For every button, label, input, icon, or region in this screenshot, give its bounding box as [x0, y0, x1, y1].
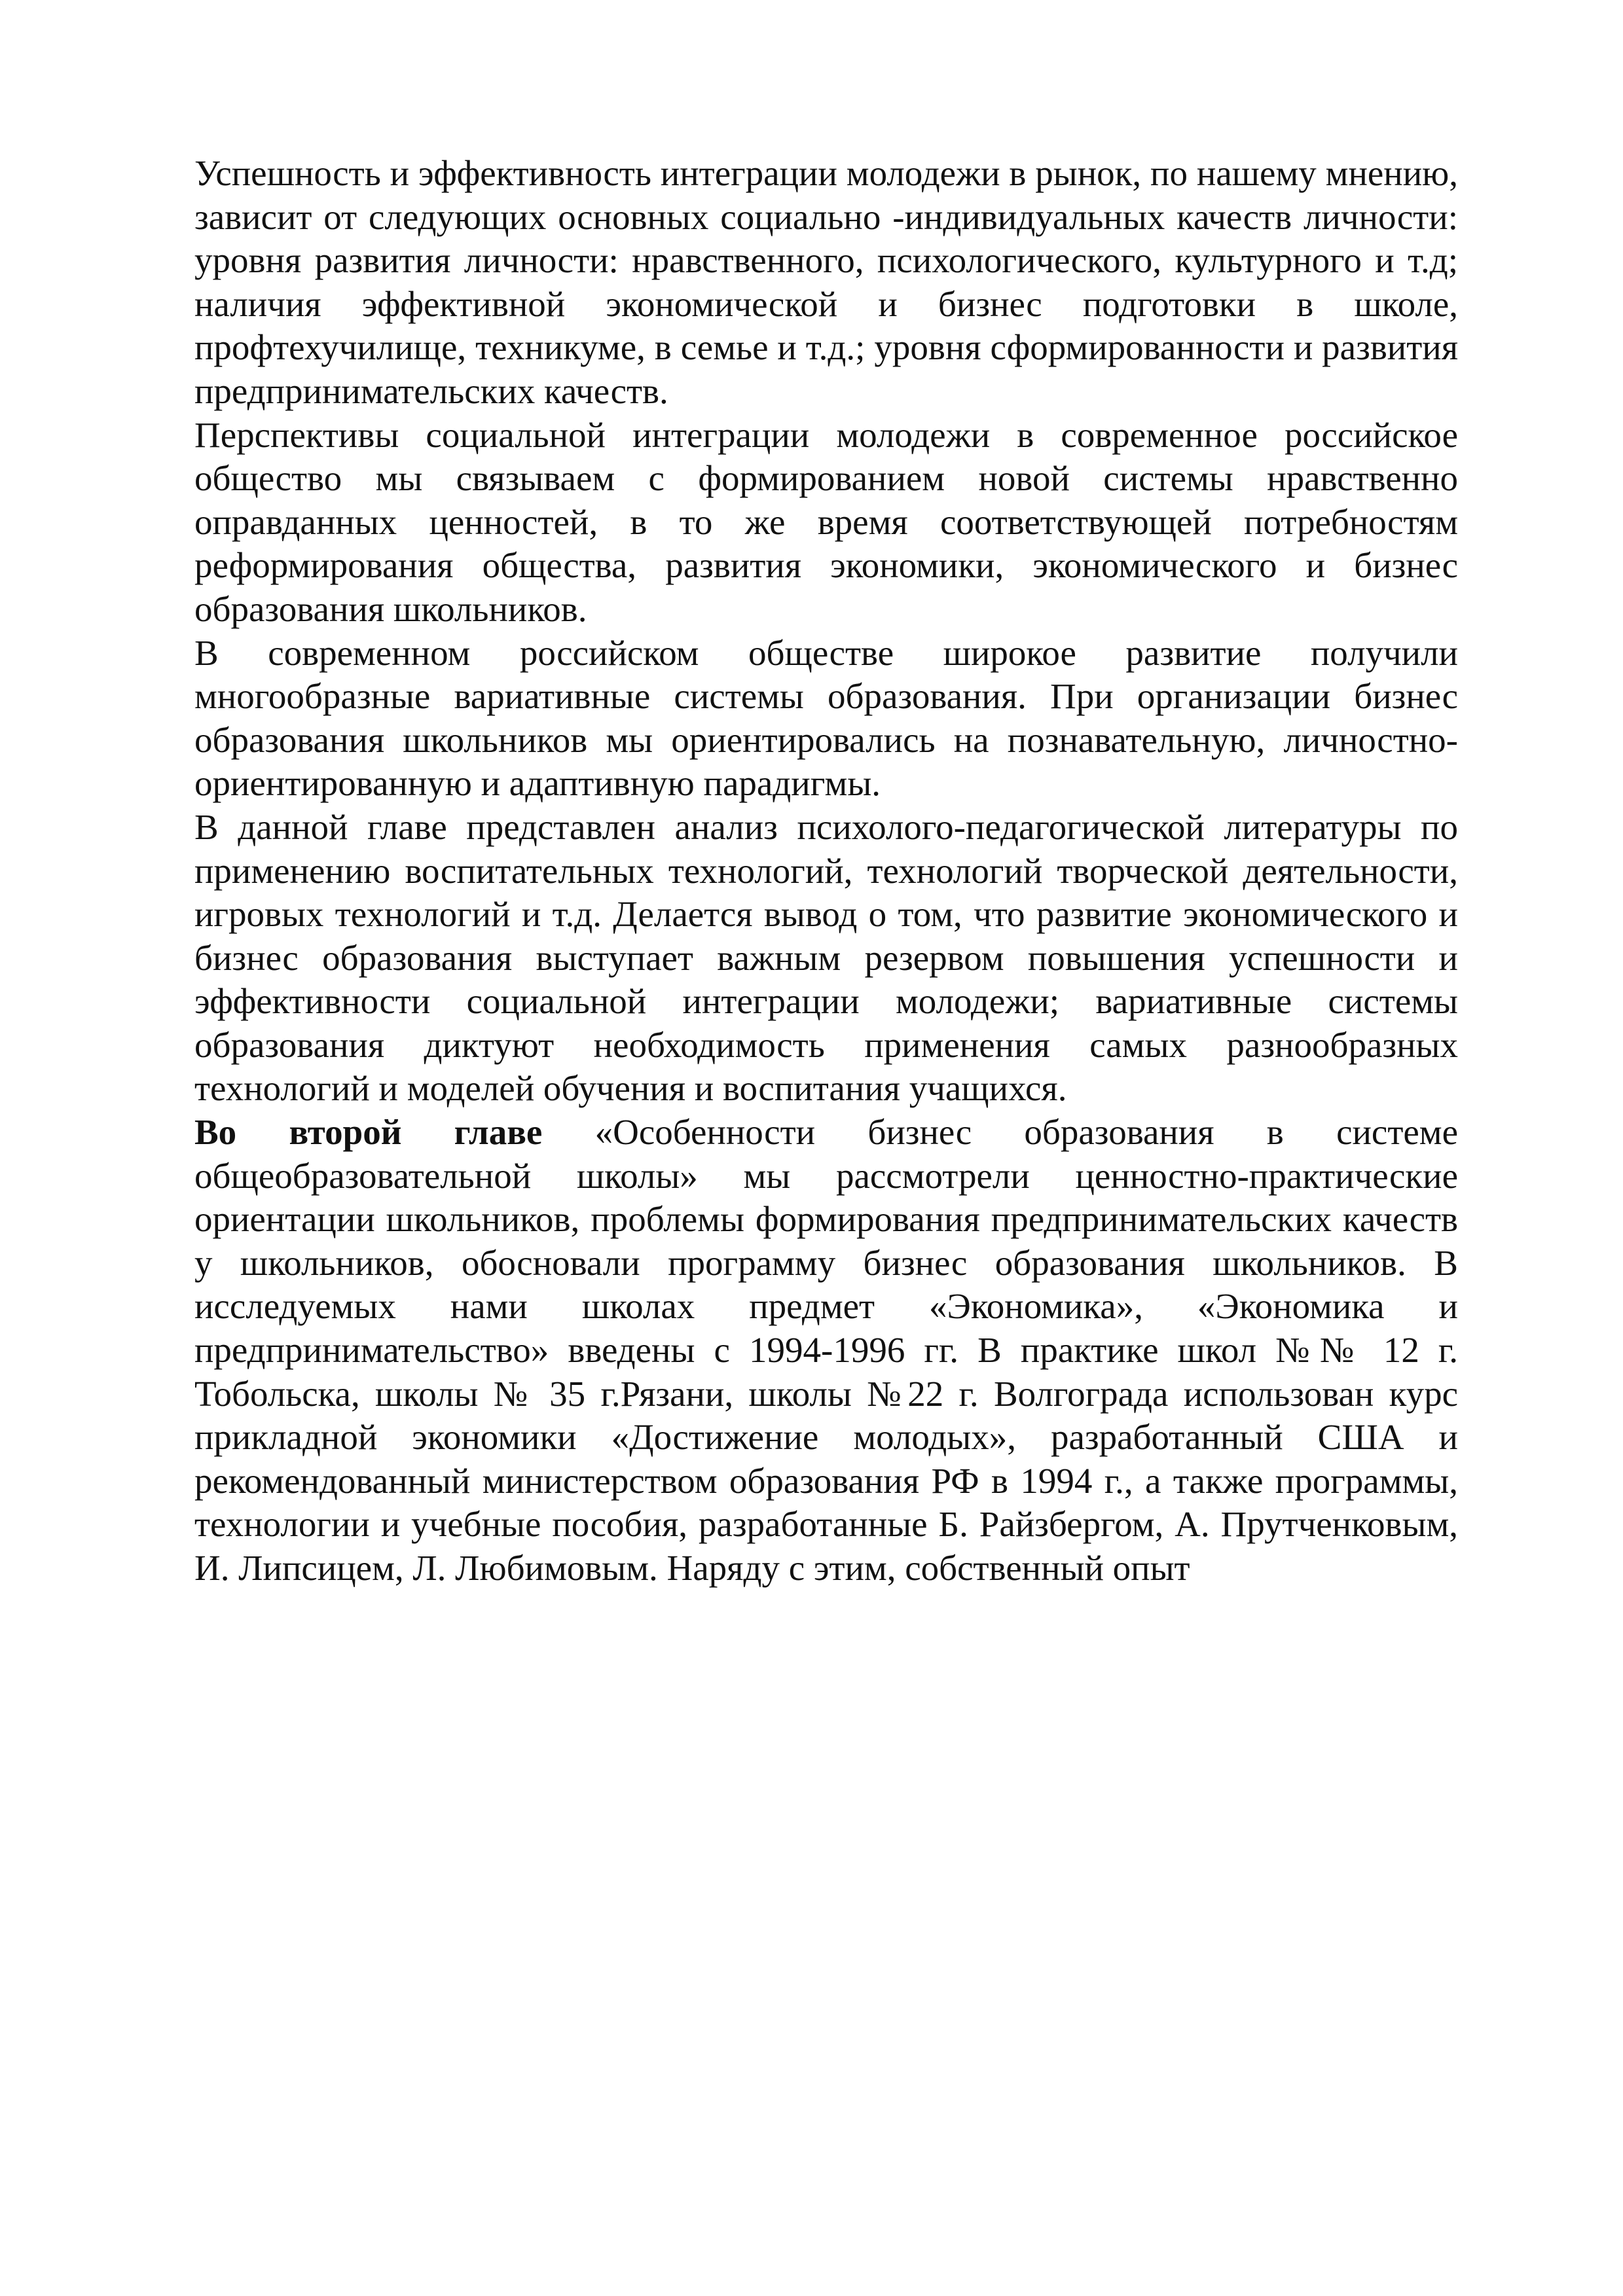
- paragraph-integration-success: [194, 152, 1458, 414]
- paragraph-text: В данной главе представлен анализ психолого-педагогической литературы по применению воспитательных технологий, технологий творческой деятельности, игровых технологий и т.д. Делается вывод о том, что развитие экономического и бизнес образования выступает важным резервом повышения успешности и эффективности социальной интеграции молодежи; вариативные системы образования диктуют необходимость применения самых разнообразных технологий и моделей обучения и воспитания учащихся.: [194, 806, 1458, 1109]
- paragraph-text: Успешность и эффективность интеграции молодежи в рынок, по нашему мнению, зависит от следующих основных социально -индивидуальных качеств личности: уровня развития личности: нравственного, психологического, культурного и т.д; наличия эффективной экономической и бизнес подготовки в школе, профтехучилище, техникуме, в семье и т.д.; уровня сформированности и развития предпринимательских качеств.: [194, 153, 1458, 411]
- paragraph-text: Перспективы социальной интеграции молодежи в современное российское общество мы связываем с формированием новой системы нравственно оправданных ценностей, в то же время соответствующей потребностям реформирования общества, развития экономики, экономического и бизнес образования школьников.: [194, 414, 1458, 629]
- document-body: [194, 152, 1458, 1590]
- paragraph-second-chapter: [194, 1111, 1458, 1590]
- paragraph-text: «Особенности бизнес образования в системе общеобразовательной школы» мы рассмотрели ценностно-практические ориентации школьников, проблемы формирования предпринимательских качеств у школьников, обосновали программу бизнес образования школьников. В исследуемых нами школах предмет «Экономика», «Экономика и предпринимательство» введены с 1994-1996 гг. В практике школ №№ 12 г. Тобольска, школы № 35 г.Рязани, школы №22 г. Волгограда использован курс прикладной экономики «Достижение молодых», разработанный США и рекомендованный министерством образования РФ в 1994 г., а также программы, технологии и учебные пособия, разработанные Б. Райзбергом, А. Прутченковым, И. Липсицем, Л. Любимовым. Наряду с этим, собственный опыт: [194, 1112, 1458, 1588]
- paragraph-variative-systems: [194, 632, 1458, 806]
- paragraph-text: В современном российском обществе широкое развитие получили многообразные вариативные системы образования. При организации бизнес образования школьников мы ориентировались на познавательную, личностно-ориентированную и адаптивную парадигмы.: [194, 632, 1458, 804]
- paragraph-lead-bold: Во второй главе: [194, 1112, 543, 1153]
- paragraph-chapter-analysis: [194, 806, 1458, 1111]
- paragraph-integration-perspectives: [194, 414, 1458, 632]
